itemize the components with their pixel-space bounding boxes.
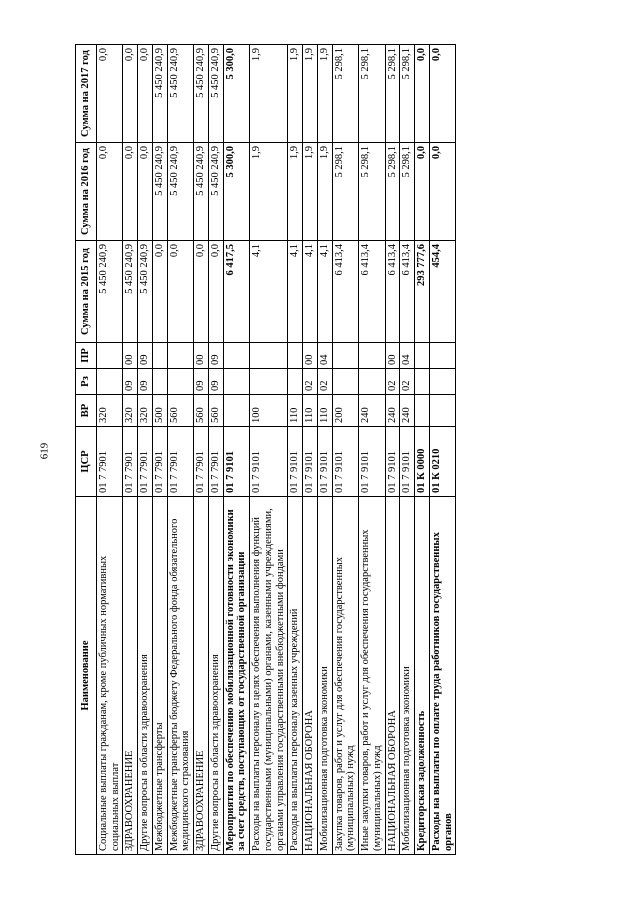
header-pr: ПР: [76, 343, 97, 369]
table-row: [167, 45, 194, 855]
cell-csr: 01 К 0000: [415, 427, 430, 497]
cell-pr: [415, 343, 430, 369]
cell-rz: [332, 369, 359, 395]
cell-rz: 02: [385, 369, 400, 395]
cell-rz: [250, 369, 288, 395]
cell-pr: [167, 343, 194, 369]
cell-sum-2015: 0,0: [194, 241, 209, 343]
cell-sum-2016: 1,9: [303, 143, 318, 241]
cell-sum-2017: 5 450 240,9: [167, 45, 194, 143]
cell-sum-2016: 0,0: [138, 143, 153, 241]
header-rz: Рз: [76, 369, 97, 395]
cell-sum-2017: 5 450 240,9: [194, 45, 209, 143]
cell-sum-2015: 0,0: [208, 241, 223, 343]
cell-name: Другие вопросы в области здравоохранения: [138, 497, 153, 855]
cell-pr: [359, 343, 386, 369]
cell-csr: 01 7 7901: [167, 427, 194, 497]
cell-sum-2015: 5 450 240,9: [96, 241, 123, 343]
cell-csr: 01 7 7901: [96, 427, 123, 497]
cell-sum-2015: 454,4: [429, 241, 456, 343]
cell-rz: 09: [208, 369, 223, 395]
cell-vr: 240: [385, 395, 400, 427]
cell-pr: [288, 343, 303, 369]
cell-rz: [359, 369, 386, 395]
cell-name: Расходы на выплаты персоналу казенных учреждений: [288, 497, 303, 855]
cell-vr: 320: [96, 395, 123, 427]
header-sum-2016: Сумма на 2016 год: [76, 143, 97, 241]
cell-vr: 240: [359, 395, 386, 427]
cell-rz: 02: [303, 369, 318, 395]
cell-csr: 01 7 9101: [317, 427, 332, 497]
cell-name: Социальные выплаты гражданам, кроме публичных нормативных социальных выплат: [96, 497, 123, 855]
cell-rz: 02: [400, 369, 415, 395]
cell-csr: 01 7 9101: [400, 427, 415, 497]
cell-sum-2015: 4,1: [317, 241, 332, 343]
cell-pr: 09: [208, 343, 223, 369]
cell-sum-2016: 5 300,0: [223, 143, 250, 241]
table-row: [288, 45, 303, 855]
table-row: [385, 45, 400, 855]
cell-rz: [288, 369, 303, 395]
cell-vr: 560: [167, 395, 194, 427]
cell-vr: 320: [123, 395, 138, 427]
cell-name: НАЦИОНАЛЬНАЯ ОБОРОНА: [385, 497, 400, 855]
cell-rz: 02: [317, 369, 332, 395]
cell-rz: 09: [194, 369, 209, 395]
cell-sum-2017: 1,9: [250, 45, 288, 143]
cell-rz: [223, 369, 250, 395]
cell-pr: [223, 343, 250, 369]
cell-vr: 110: [317, 395, 332, 427]
cell-pr: [250, 343, 288, 369]
cell-csr: 01 7 9101: [385, 427, 400, 497]
header-name: Наименование: [76, 497, 97, 855]
cell-sum-2016: 5 450 240,9: [194, 143, 209, 241]
header-sum-2015: Сумма на 2015 год: [76, 241, 97, 343]
cell-sum-2015: 4,1: [288, 241, 303, 343]
cell-rz: [167, 369, 194, 395]
cell-name: ЗДРАВООХРАНЕНИЕ: [123, 497, 138, 855]
cell-rz: [96, 369, 123, 395]
cell-sum-2015: 4,1: [250, 241, 288, 343]
cell-vr: 110: [288, 395, 303, 427]
header-row: [76, 45, 97, 855]
cell-sum-2016: 1,9: [250, 143, 288, 241]
cell-pr: 00: [303, 343, 318, 369]
table-row: [250, 45, 288, 855]
cell-name: Мобилизационная подготовка экономики: [317, 497, 332, 855]
cell-pr: 00: [123, 343, 138, 369]
cell-name: Расходы на выплаты персоналу в целях обеспечения выполнения функций государственными (муниципальными) органами, казенными учреждениями, органами управления государственными внебюджетными фондами: [250, 497, 288, 855]
cell-vr: [223, 395, 250, 427]
table-row: [208, 45, 223, 855]
cell-name: Закупка товаров, работ и услуг для обеспечения государственных (муниципальных) нужд: [332, 497, 359, 855]
table-row: [429, 45, 456, 855]
page-number: 619: [38, 442, 51, 460]
header-csr: ЦСР: [76, 427, 97, 497]
cell-sum-2015: 4,1: [303, 241, 318, 343]
table-row: [317, 45, 332, 855]
table-row: [194, 45, 209, 855]
cell-sum-2016: 0,0: [96, 143, 123, 241]
cell-vr: 560: [194, 395, 209, 427]
table-body: [96, 45, 456, 855]
table-row: [359, 45, 386, 855]
cell-sum-2016: 0,0: [123, 143, 138, 241]
cell-sum-2016: 5 450 240,9: [208, 143, 223, 241]
cell-csr: 01 7 7901: [194, 427, 209, 497]
cell-sum-2015: 0,0: [152, 241, 167, 343]
cell-sum-2017: 5 298,1: [385, 45, 400, 143]
table-row: [332, 45, 359, 855]
cell-vr: 560: [208, 395, 223, 427]
cell-rz: 09: [138, 369, 153, 395]
cell-pr: 04: [400, 343, 415, 369]
cell-pr: [152, 343, 167, 369]
table-row: [123, 45, 138, 855]
cell-name: Расходы на выплаты по оплате труда работников государственных органов: [429, 497, 456, 855]
cell-sum-2016: 5 450 240,9: [167, 143, 194, 241]
header-vr: ВР: [76, 395, 97, 427]
table-row: [152, 45, 167, 855]
cell-name: НАЦИОНАЛЬНАЯ ОБОРОНА: [303, 497, 318, 855]
cell-csr: 01 7 9101: [332, 427, 359, 497]
cell-pr: [429, 343, 456, 369]
header-sum-2017: Сумма на 2017 год: [76, 45, 97, 143]
cell-sum-2017: 1,9: [288, 45, 303, 143]
cell-vr: [429, 395, 456, 427]
cell-sum-2015: 6 417,5: [223, 241, 250, 343]
cell-sum-2016: 0,0: [415, 143, 430, 241]
cell-rz: [415, 369, 430, 395]
cell-csr: 01 7 9101: [303, 427, 318, 497]
cell-pr: [96, 343, 123, 369]
table-row: [138, 45, 153, 855]
cell-vr: 200: [332, 395, 359, 427]
rotated-page: [75, 45, 635, 855]
cell-name: Другие вопросы в области здравоохранения: [208, 497, 223, 855]
cell-sum-2015: 6 413,4: [359, 241, 386, 343]
cell-vr: [415, 395, 430, 427]
cell-pr: [332, 343, 359, 369]
table-row: [415, 45, 430, 855]
cell-pr: 00: [194, 343, 209, 369]
cell-csr: 01 7 9101: [223, 427, 250, 497]
cell-sum-2017: 0,0: [415, 45, 430, 143]
cell-name: Иные закупки товаров, работ и услуг для обеспечения государственных (муниципальных) нужд: [359, 497, 386, 855]
cell-sum-2017: 5 298,1: [359, 45, 386, 143]
cell-csr: 01 7 7901: [138, 427, 153, 497]
cell-vr: 500: [152, 395, 167, 427]
cell-csr: 01 К 0210: [429, 427, 456, 497]
cell-sum-2017: 0,0: [123, 45, 138, 143]
cell-sum-2016: 0,0: [429, 143, 456, 241]
table-row: [223, 45, 250, 855]
cell-csr: 01 7 9101: [359, 427, 386, 497]
cell-csr: 01 7 9101: [250, 427, 288, 497]
cell-csr: 01 7 7901: [208, 427, 223, 497]
cell-name: Межбюджетные трансферты: [152, 497, 167, 855]
cell-name: Межбюджетные трансферты бюджету Федерального фонда обязательного медицинского страхования: [167, 497, 194, 855]
cell-name: Мероприятия по обеспечению мобилизационной готовности экономики за счет средств, поступающих от государственной организации: [223, 497, 250, 855]
cell-sum-2015: 293 777,6: [415, 241, 430, 343]
cell-sum-2016: 1,9: [317, 143, 332, 241]
cell-sum-2016: 5 298,1: [385, 143, 400, 241]
cell-sum-2017: 0,0: [138, 45, 153, 143]
cell-rz: [152, 369, 167, 395]
table-row: [96, 45, 123, 855]
cell-sum-2015: 5 450 240,9: [138, 241, 153, 343]
cell-rz: [429, 369, 456, 395]
cell-name: Кредиторская задолженность: [415, 497, 430, 855]
cell-sum-2017: 0,0: [429, 45, 456, 143]
cell-sum-2016: 5 298,1: [400, 143, 415, 241]
cell-sum-2015: 5 450 240,9: [123, 241, 138, 343]
cell-csr: 01 7 9101: [288, 427, 303, 497]
cell-sum-2015: 6 413,4: [385, 241, 400, 343]
cell-name: Мобилизационная подготовка экономики: [400, 497, 415, 855]
cell-sum-2017: 5 298,1: [332, 45, 359, 143]
cell-sum-2015: 0,0: [167, 241, 194, 343]
cell-vr: 100: [250, 395, 288, 427]
cell-pr: 09: [138, 343, 153, 369]
cell-sum-2017: 5 300,0: [223, 45, 250, 143]
cell-sum-2016: 5 298,1: [332, 143, 359, 241]
cell-sum-2017: 0,0: [96, 45, 123, 143]
cell-rz: 09: [123, 369, 138, 395]
table-row: [400, 45, 415, 855]
cell-vr: 110: [303, 395, 318, 427]
cell-sum-2017: 5 450 240,9: [208, 45, 223, 143]
cell-csr: 01 7 7901: [152, 427, 167, 497]
cell-sum-2017: 1,9: [303, 45, 318, 143]
cell-name: ЗДРАВООХРАНЕНИЕ: [194, 497, 209, 855]
cell-vr: 320: [138, 395, 153, 427]
cell-sum-2015: 6 413,4: [400, 241, 415, 343]
rotated-content: [75, 45, 635, 855]
cell-vr: 240: [400, 395, 415, 427]
cell-sum-2016: 1,9: [288, 143, 303, 241]
budget-table: [75, 44, 456, 855]
cell-sum-2015: 6 413,4: [332, 241, 359, 343]
cell-pr: 00: [385, 343, 400, 369]
cell-sum-2017: 5 298,1: [400, 45, 415, 143]
cell-csr: 01 7 7901: [123, 427, 138, 497]
cell-sum-2017: 5 450 240,9: [152, 45, 167, 143]
cell-sum-2016: 5 450 240,9: [152, 143, 167, 241]
cell-sum-2016: 5 298,1: [359, 143, 386, 241]
cell-sum-2017: 1,9: [317, 45, 332, 143]
table-row: [303, 45, 318, 855]
cell-pr: 04: [317, 343, 332, 369]
